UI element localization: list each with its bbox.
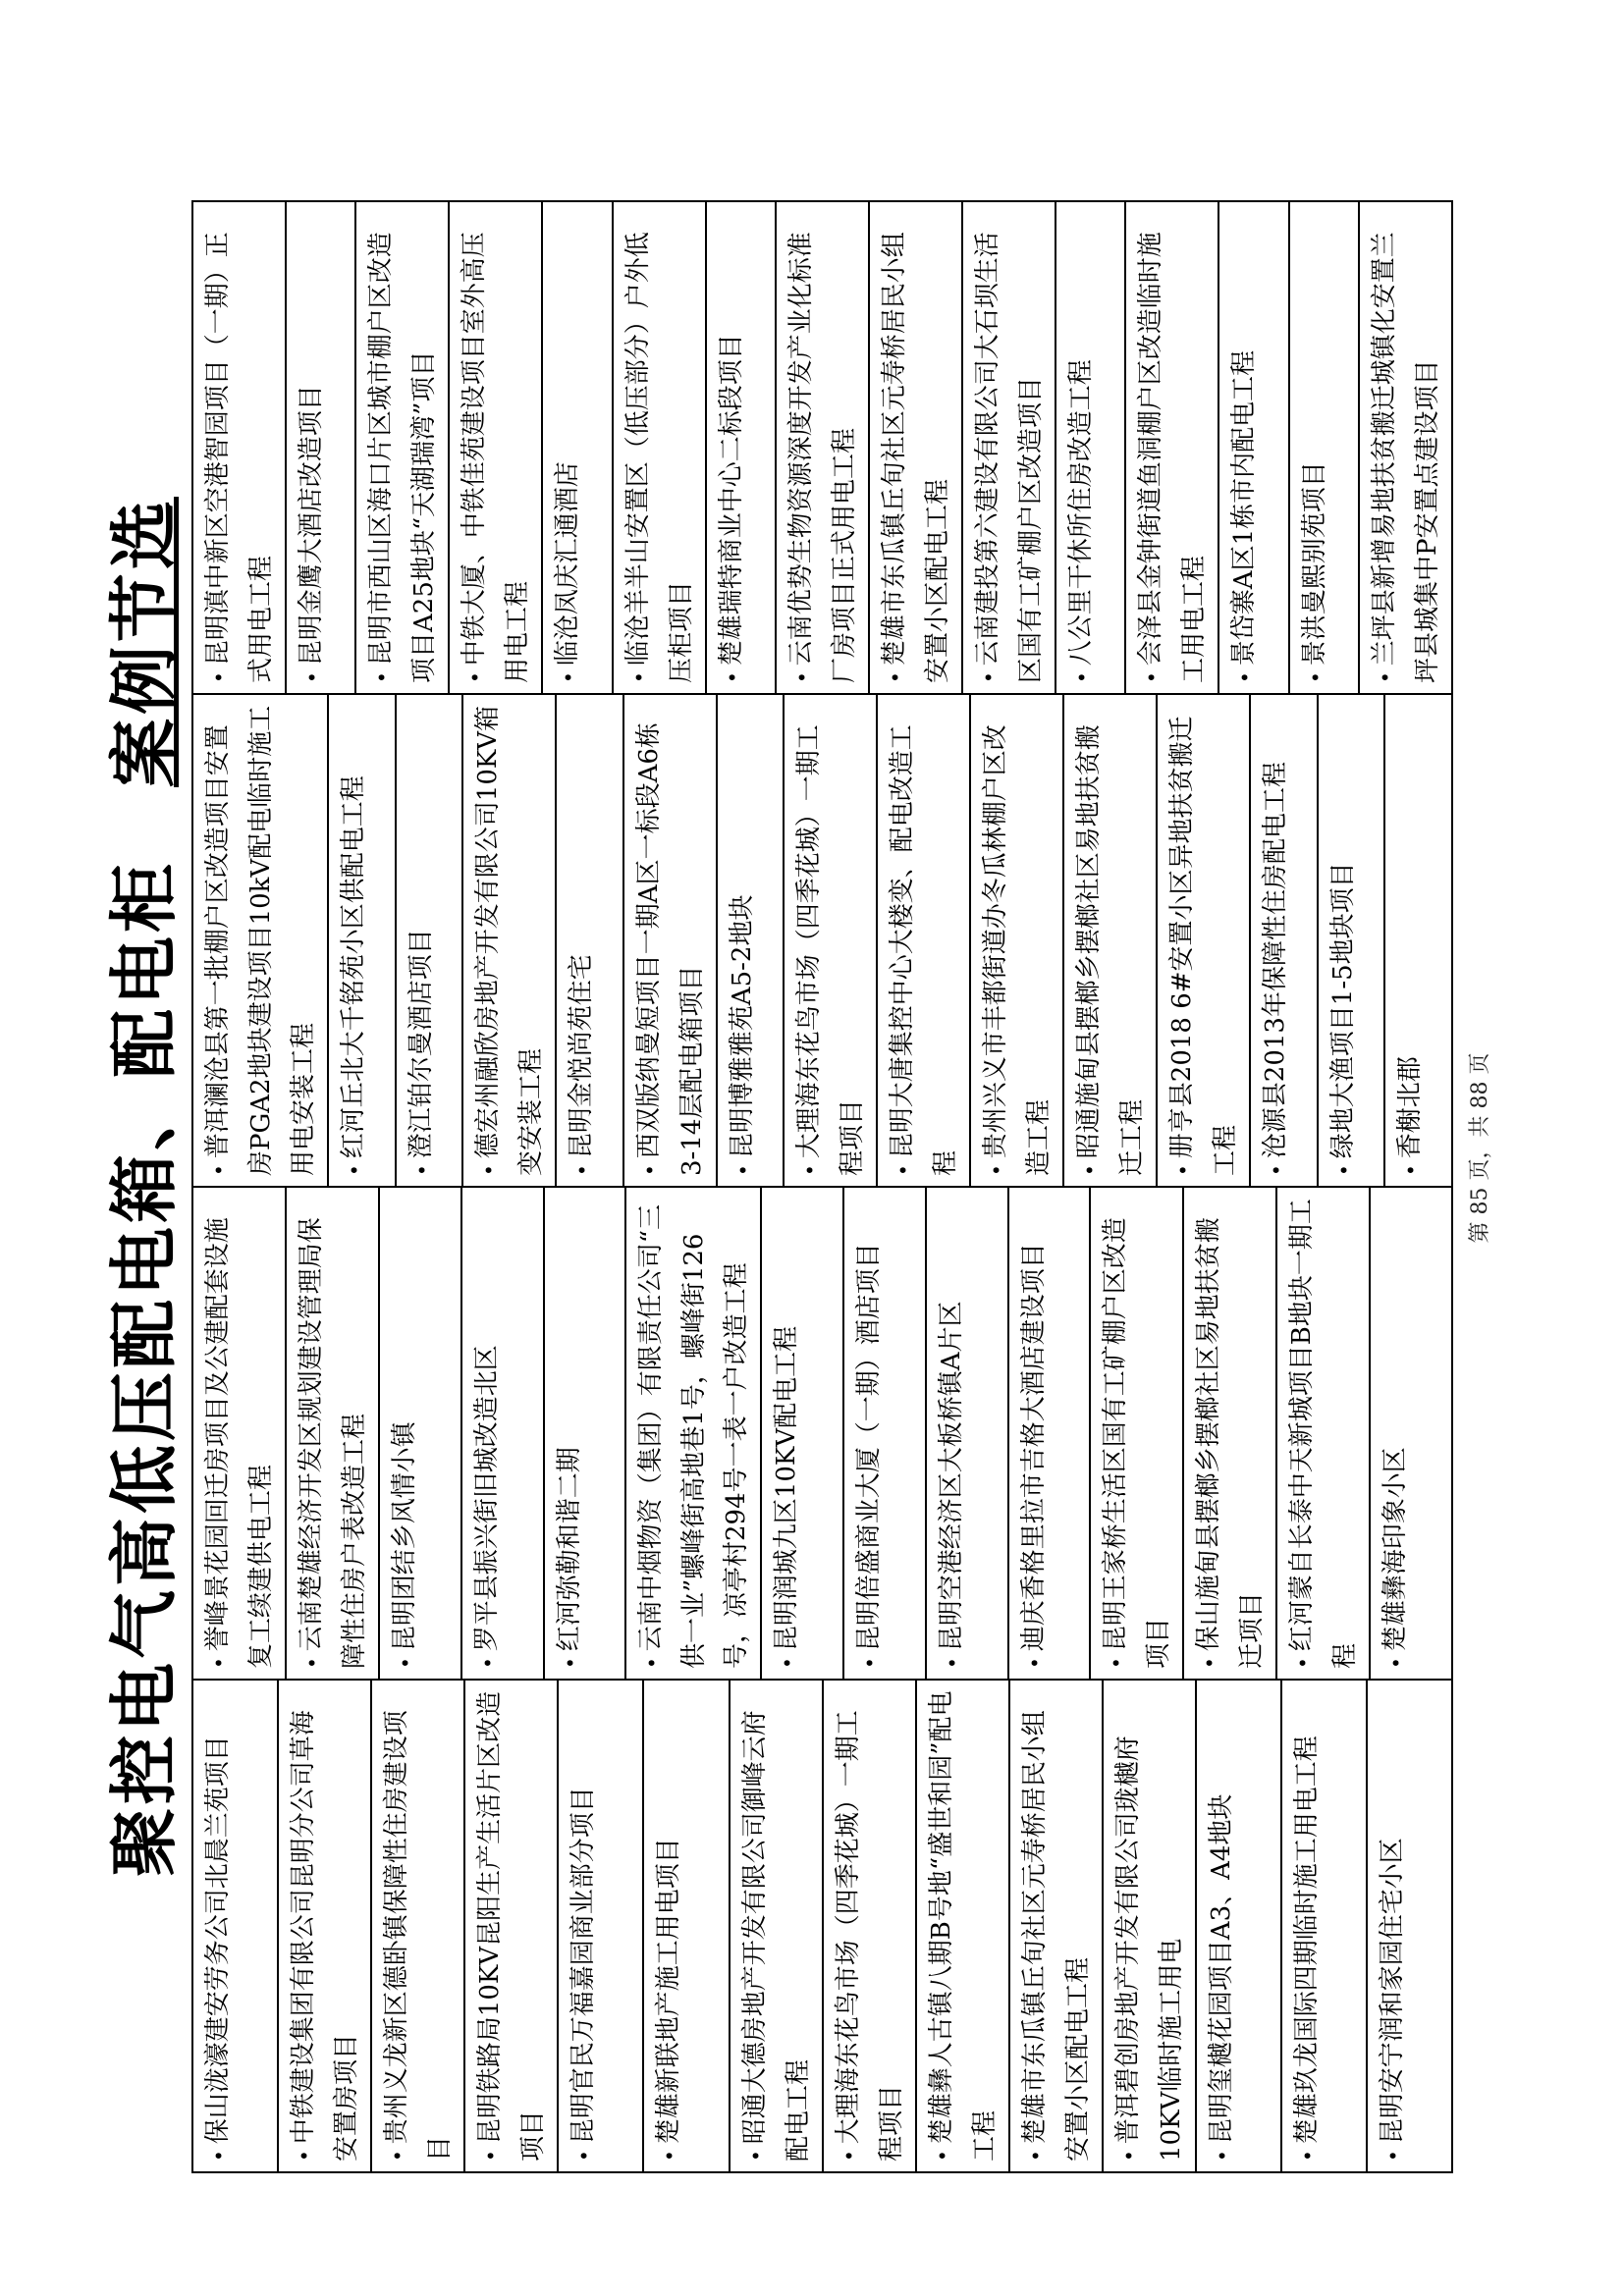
cell-text: 中铁大厦、中铁佳苑建设项目室外高压用电工程 <box>460 232 533 683</box>
cell-text: 册亨县2018 6#安置小区异地扶贫搬迁工程 <box>1167 716 1241 1176</box>
table-cell <box>193 695 327 1186</box>
cell-text: 迪庆香格里拉市吉格大酒店建设项目 <box>1018 1243 1049 1652</box>
cell-text: 昆明官民万福嘉园商业部分项目 <box>568 1787 599 2145</box>
cell-text: 贵州兴义市丰都街道办冬瓜林棚户区改造工程 <box>981 724 1055 1176</box>
cell-text: 楚雄市东瓜镇丘旬社区元寿桥居民小组安置小区配电工程 <box>879 232 952 683</box>
table-cell <box>1102 1681 1195 2171</box>
cell-text: 楚雄彝海印象小区 <box>1380 1447 1411 1652</box>
table-cell <box>1280 1681 1366 2171</box>
bullet-icon: • <box>370 671 395 683</box>
cell-text: 保山泷濠建安劳务公司北晨兰苑项目 <box>203 1735 233 2145</box>
table-cell <box>354 202 448 693</box>
bullet-icon: • <box>386 2150 410 2162</box>
cell-text: 昆明市西山区海口片区城市棚户区改造项目A25地块“天湖瑞湾”项目 <box>366 232 440 683</box>
table-cell <box>327 695 395 1186</box>
table-cell <box>1383 695 1451 1186</box>
bullet-icon: • <box>475 1657 500 1669</box>
bullet-icon: • <box>837 2150 861 2162</box>
bullet-icon: • <box>1171 1164 1196 1176</box>
bullet-icon: • <box>731 1164 755 1176</box>
table-cell <box>1317 695 1384 1186</box>
cell-text: 云南楚雄经济开发区规划建设管理局保障性住房户表改造工程 <box>297 1217 369 1669</box>
bullet-icon: • <box>776 1657 800 1669</box>
bullet-icon: • <box>892 1164 916 1176</box>
table-cell <box>370 1681 463 2171</box>
table-cell <box>1007 1188 1090 1679</box>
bullet-icon: • <box>557 671 581 683</box>
table-cell <box>448 202 541 693</box>
bullet-icon: • <box>207 2150 231 2162</box>
bullet-icon: • <box>1233 671 1258 683</box>
cell-text: 沧源县2013年保障性住房配电工程 <box>1261 762 1291 1159</box>
table-cell <box>541 202 611 693</box>
table-cell <box>1089 1188 1182 1679</box>
bullet-icon: • <box>985 1164 1009 1176</box>
bullet-icon: • <box>207 1164 231 1176</box>
bullet-icon: • <box>798 1164 823 1176</box>
cell-text: 大理海东花鸟市场（四季花城）一期工程项目 <box>833 1710 906 2162</box>
cell-text: 昆明倍盛商业大厦（一期）酒店项目 <box>854 1243 884 1652</box>
case-table <box>191 200 1453 2173</box>
cell-text: 临沧羊半山安置区（低压部分）户外低压柜项目 <box>623 232 696 683</box>
column-4 <box>193 202 1451 695</box>
table-cell <box>1366 1681 1451 2171</box>
cell-text: 澄江铂尔曼酒店项目 <box>406 929 436 1159</box>
bullet-icon: • <box>1291 1657 1316 1669</box>
table-cell <box>1358 202 1451 693</box>
cell-text: 昆明铁路局10KV昆阳生产生活片区改造项目 <box>475 1690 549 2162</box>
cell-text: 八公里干休所住房改造工程 <box>1065 359 1096 667</box>
table-cell <box>277 1681 370 2171</box>
bullet-icon: • <box>930 2150 954 2162</box>
cell-text: 保山施甸县摆榔乡摆榔社区易地扶贫搬迁项目 <box>1194 1217 1268 1669</box>
bullet-icon: • <box>570 1164 595 1176</box>
table-cell <box>642 1681 728 2171</box>
bullet-icon: • <box>640 1657 665 1669</box>
table-cell <box>378 1188 460 1679</box>
cell-text: 云南优势生物资源深度开发产业化标准厂房项目正式用电工程 <box>785 232 859 683</box>
table-cell <box>193 1681 277 2171</box>
bullet-icon: • <box>1069 671 1094 683</box>
bullet-icon: • <box>626 671 651 683</box>
table-cell <box>822 1681 915 2171</box>
cell-text: 楚雄新联地产施工用电项目 <box>654 1838 684 2145</box>
cell-text: 楚雄瑞特商业中心二标段项目 <box>716 334 746 667</box>
page-footer: 第 85 页，共 88 页 <box>1468 1052 1492 1244</box>
cell-text: 德宏州融欣房地产开发有限公司10KV箱变安装工程 <box>473 705 547 1176</box>
cell-text: 普洱碧创房地产开发有限公司珑樾府10KV临时施工用电 <box>1112 1735 1186 2162</box>
cell-text: 西双版纳曼短项目一期A区一标段A6栋3-14层配电箱项目 <box>633 722 707 1176</box>
column-3 <box>193 695 1451 1188</box>
bullet-icon: • <box>1399 1164 1424 1176</box>
bullet-icon: • <box>300 671 324 683</box>
table-cell <box>1062 695 1156 1186</box>
table-cell <box>760 1188 842 1679</box>
table-cell <box>783 695 876 1186</box>
cell-text: 昆明王家桥生活区国有工矿棚户区改造项目 <box>1101 1217 1174 1669</box>
cell-text: 绿地大渔项目1-5地块项目 <box>1327 862 1358 1159</box>
table-cell <box>1008 1681 1102 2171</box>
table-cell <box>716 695 784 1186</box>
bullet-icon: • <box>572 2150 597 2162</box>
table-cell <box>705 202 775 693</box>
cell-text: 楚雄彝人古镇八期B号地“盛世和园”配电工程 <box>926 1690 1000 2162</box>
table-cell <box>1275 1188 1369 1679</box>
bullet-icon: • <box>1140 671 1164 683</box>
bullet-icon: • <box>1105 1657 1129 1669</box>
cell-text: 昆明安宁润和家园住宅小区 <box>1377 1838 1407 2145</box>
table-cell <box>1369 1188 1451 1679</box>
cell-text: 昆明金鹰大酒店改造项目 <box>297 385 326 667</box>
table-cell <box>775 202 868 693</box>
cell-text: 景洪曼熙别苑项目 <box>1299 461 1329 667</box>
bullet-icon: • <box>1380 2150 1405 2162</box>
table-cell <box>285 202 354 693</box>
bullet-icon: • <box>1373 671 1397 683</box>
cell-text: 誉峰景花园回迁房项目及公建配套设施复工续建供电工程 <box>203 1217 276 1669</box>
bullet-icon: • <box>463 671 488 683</box>
table-cell <box>1218 202 1287 693</box>
table-cell <box>915 1681 1008 2171</box>
bullet-icon: • <box>207 671 231 683</box>
cell-text: 临沧凤庆汇通酒店 <box>553 461 583 667</box>
table-cell <box>1156 695 1249 1186</box>
table-cell <box>969 695 1062 1186</box>
table-cell <box>612 202 705 693</box>
cell-text: 兰坪县新增易地扶贫搬迁城镇化安置兰坪县城集中P安置点建设项目 <box>1369 232 1442 683</box>
cell-text: 楚雄玖龙国际四期临时施工用电工程 <box>1291 1735 1322 2145</box>
cell-text: 会泽县金钟街道鱼洞棚户区改造临时施工用电工程 <box>1136 232 1210 683</box>
table-cell <box>1249 695 1317 1186</box>
bullet-icon: • <box>976 671 1001 683</box>
bullet-icon: • <box>1384 1657 1409 1669</box>
bullet-icon: • <box>343 1164 366 1176</box>
bullet-icon: • <box>207 1657 231 1669</box>
cell-text: 昆明大唐集控中心大楼变、配电改造工程 <box>888 724 961 1176</box>
bullet-icon: • <box>743 2150 768 2162</box>
table-cell <box>623 695 716 1186</box>
cell-text: 大理海东花鸟市场（四季花城）一期工程项目 <box>794 724 868 1176</box>
bullet-icon: • <box>1265 1164 1289 1176</box>
cell-text: 昆明博雅雅苑A5-2地块 <box>727 894 757 1159</box>
title-suffix: 案例节选 <box>104 497 185 787</box>
table-cell <box>1182 1188 1275 1679</box>
cell-text: 红河丘北大千铭苑小区供配电工程 <box>339 775 368 1159</box>
table-cell <box>876 695 969 1186</box>
table-cell <box>193 202 285 693</box>
table-cell <box>1124 202 1218 693</box>
bullet-icon: • <box>1303 671 1327 683</box>
cell-text: 昭通施甸县摆榔乡摆榔社区易地扶贫搬迁工程 <box>1074 724 1148 1176</box>
bullet-icon: • <box>300 1657 324 1669</box>
cell-text: 贵州义龙新区德卧镇保障性住房建设项目 <box>382 1710 456 2162</box>
table-cell <box>1195 1681 1280 2171</box>
bullet-icon: • <box>658 2150 682 2162</box>
bullet-icon: • <box>1023 2150 1048 2162</box>
bullet-icon: • <box>479 2150 504 2162</box>
table-cell <box>925 1188 1007 1679</box>
cell-text: 昆明滇中新区空港智园项目（一期）正式用电工程 <box>203 232 276 683</box>
cell-text: 香榭北郡 <box>1395 1056 1426 1159</box>
bullet-icon: • <box>1116 2150 1141 2162</box>
bullet-icon: • <box>1022 1657 1047 1669</box>
table-cell <box>961 202 1055 693</box>
bullet-icon: • <box>637 1164 662 1176</box>
table-cell <box>463 1681 557 2171</box>
title-main: 聚控电气高低压配电箱、配电柜 <box>104 860 185 1877</box>
column-2 <box>193 1188 1451 1681</box>
table-cell <box>868 202 961 693</box>
cell-text: 昆明玺樾花园项目A3、A4地块 <box>1206 1793 1236 2145</box>
cell-text: 昭通大德房地产开发有限公司御峰云府配电工程 <box>739 1710 813 2162</box>
bullet-icon: • <box>477 1164 502 1176</box>
cell-text: 楚雄市东瓜镇丘旬社区元寿桥居民小组安置小区配电工程 <box>1019 1710 1093 2162</box>
bullet-icon: • <box>883 671 907 683</box>
bullet-icon: • <box>1331 1164 1356 1176</box>
cell-text: 普洱澜沧县第一批棚户区改造项目安置房PGA2地块建设项目10kV配电临时施工用电安装工程 <box>203 705 318 1176</box>
table-cell <box>557 1681 642 2171</box>
table-cell <box>461 695 555 1186</box>
cell-text: 红河蒙自长泰中天新城项目B地块一期工程 <box>1287 1199 1361 1669</box>
bullet-icon: • <box>940 1657 964 1669</box>
bullet-icon: • <box>1295 2150 1320 2162</box>
bullet-icon: • <box>558 1657 582 1669</box>
cell-text: 昆明润城九区10KV配电工程 <box>772 1325 802 1652</box>
cell-text: 景岱寨A区1栋市内配电工程 <box>1229 349 1260 667</box>
column-1 <box>193 1681 1451 2171</box>
bullet-icon: • <box>858 1657 882 1669</box>
cell-text: 昆明团结乡风情小镇 <box>390 1421 419 1652</box>
bullet-icon: • <box>789 671 814 683</box>
table-cell <box>555 695 623 1186</box>
bullet-icon: • <box>293 2150 317 2162</box>
bullet-icon: • <box>409 1164 434 1176</box>
cell-text: 中铁建设集团有限公司昆明分公司草海安置房项目 <box>289 1710 362 2162</box>
cell-text: 罗平县振兴街旧城改造北区 <box>471 1345 502 1652</box>
bullet-icon: • <box>720 671 744 683</box>
table-cell <box>543 1188 625 1679</box>
table-cell <box>285 1188 378 1679</box>
page-title <box>103 186 187 2188</box>
table-cell <box>1288 202 1358 693</box>
cell-text: 昆明空港经济区大板桥镇A片区 <box>936 1301 966 1652</box>
bullet-icon: • <box>394 1657 417 1669</box>
cell-text: 云南中烟物资（集团）有限责任公司“三供一业”螺峰街高地巷1号，螺峰街126号，凉亭村294号一表一户改造工程 <box>636 1203 752 1669</box>
table-cell <box>1055 202 1124 693</box>
table-cell <box>395 695 462 1186</box>
table-cell <box>193 1188 285 1679</box>
cell-text: 红河弥勒和谐二期 <box>554 1447 584 1652</box>
table-cell <box>460 1188 543 1679</box>
cell-text: 昆明金悦尚苑住宅 <box>567 954 597 1159</box>
table-cell <box>842 1188 925 1679</box>
bullet-icon: • <box>1210 2150 1234 2162</box>
table-cell <box>624 1188 760 1679</box>
bullet-icon: • <box>1198 1657 1222 1669</box>
cell-text: 云南建投第六建设有限公司大石坝生活区国有工矿棚户区改造项目 <box>972 232 1046 683</box>
table-cell <box>729 1681 822 2171</box>
bullet-icon: • <box>1078 1164 1103 1176</box>
